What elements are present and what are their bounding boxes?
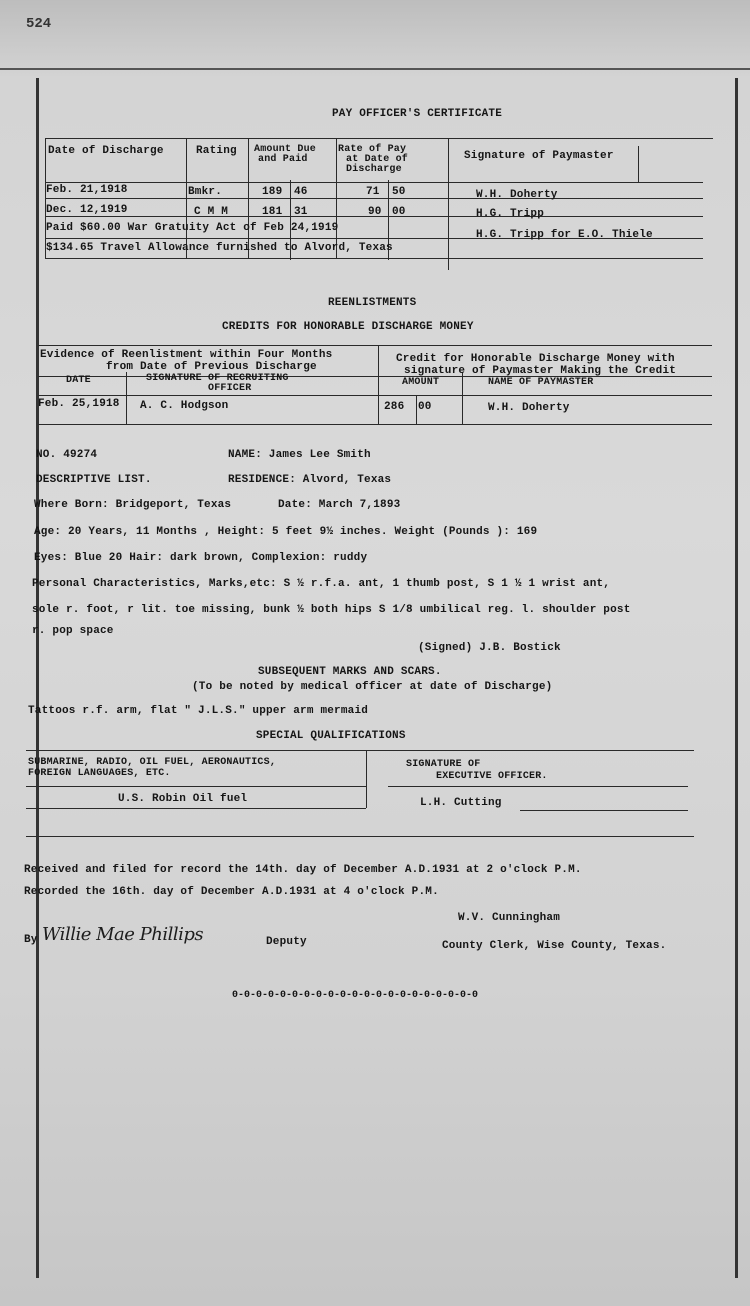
header-date-of-discharge: Date of Discharge	[48, 145, 164, 157]
col-paymaster-name: NAME OF PAYMASTER	[488, 377, 594, 388]
subsequent-marks-title: SUBSEQUENT MARKS AND SCARS.	[258, 666, 442, 678]
executive-officer: L.H. Cutting	[420, 797, 502, 809]
reenlist-right-header-2: signature of Paymaster Making the Credit	[404, 365, 677, 377]
special-right-header-2: EXECUTIVE OFFICER.	[436, 771, 548, 782]
col-recruiting-officer-1: SIGNATURE OF RECRUITING	[146, 373, 289, 384]
person-name: NAME: James Lee Smith	[228, 449, 371, 461]
header-rate-1: Rate of Pay	[338, 144, 407, 155]
recorded-line: Recorded the 16th. day of December A.D.1931 at 4 o'clock P.M.	[24, 886, 439, 898]
header-amount-2: and Paid	[258, 154, 308, 165]
special-right-header-1: SIGNATURE OF	[406, 759, 481, 770]
row1-dollars: 189	[262, 186, 283, 198]
reenlist-dollars: 286	[384, 401, 405, 413]
reenlistments-subtitle: CREDITS FOR HONORABLE DISCHARGE MONEY	[222, 321, 474, 333]
travel-allowance-note: $134.65 Travel Allowance furnished to Alvord, Texas	[46, 242, 393, 254]
col-amount: AMOUNT	[402, 377, 440, 388]
col-recruiting-officer-2: OFFICER	[208, 383, 252, 394]
received-line: Received and filed for record the 14th. day of December A.D.1931 at 2 o'clock P.M.	[24, 864, 582, 876]
war-gratuity-note: Paid $60.00 War Gratuity Act of Feb 24,1919	[46, 222, 339, 234]
row2-rate-cents: 00	[392, 206, 406, 218]
reenlist-cents: 00	[418, 401, 432, 413]
residence: RESIDENCE: Alvord, Texas	[228, 474, 392, 486]
reenlist-date: Feb. 25,1918	[38, 398, 120, 410]
row1-rating: Bmkr.	[188, 186, 223, 198]
marks-line-3: r. pop space	[32, 625, 114, 637]
deputy-signature: Willie Mae Phillips	[42, 924, 204, 945]
reenlistments-title: REENLISTMENTS	[328, 297, 417, 309]
special-qualification-value: U.S. Robin Oil fuel	[118, 793, 248, 805]
eyes-hair-complexion: Eyes: Blue 20 Hair: dark brown, Complexion: ruddy	[34, 552, 368, 564]
pay-officer-title: PAY OFFICER'S CERTIFICATE	[332, 108, 503, 120]
row1-date: Feb. 21,1918	[46, 184, 128, 196]
top-rule	[0, 68, 750, 70]
end-divider: 0-0-0-0-0-0-0-0-0-0-0-0-0-0-0-0-0-0-0-0-0	[232, 990, 479, 1001]
birth-date: Date: March 7,1893	[278, 499, 401, 511]
reenlist-left-header-1: Evidence of Reenlistment within Four Months	[40, 349, 333, 361]
birthplace: Where Born: Bridgeport, Texas	[34, 499, 232, 511]
row2-rating: C M M	[194, 206, 229, 218]
deputy-label: Deputy	[266, 936, 307, 948]
special-left-header-2: FOREIGN LANGUAGES, ETC.	[28, 768, 171, 779]
marks-line-1: Personal Characteristics, Marks,etc: S ½ r.f.a. ant, 1 thumb post, S 1 ½ 1 wrist ant,	[32, 578, 611, 590]
row2-signature: H.G. Tripp	[476, 208, 545, 220]
war-gratuity-signature: H.G. Tripp for E.O. Thiele	[476, 229, 653, 241]
header-amount-1: Amount Due	[254, 144, 317, 155]
county-clerk-title: County Clerk, Wise County, Texas.	[442, 940, 667, 952]
row2-dollars: 181	[262, 206, 283, 218]
descriptive-list-label: DESCRIPTIVE LIST.	[36, 474, 152, 486]
reenlist-officer: A. C. Hodgson	[140, 400, 229, 412]
reenlist-right-header-1: Credit for Honorable Discharge Money with	[396, 353, 675, 365]
marks-line-2: sole r. foot, r lit. toe missing, bunk ½ both hips S 1/8 umbilical reg. l. shoulder post	[32, 604, 631, 616]
row1-signature: W.H. Doherty	[476, 189, 558, 201]
reenlist-paymaster: W.H. Doherty	[488, 402, 570, 414]
county-clerk-name: W.V. Cunningham	[458, 912, 561, 924]
by-label: By	[24, 934, 38, 946]
special-left-header-1: SUBMARINE, RADIO, OIL FUEL, AERONAUTICS,	[28, 757, 277, 768]
service-number: NO. 49274	[36, 449, 98, 461]
col-date: DATE	[66, 375, 91, 386]
header-rate-3: Discharge	[346, 164, 402, 175]
header-rating: Rating	[196, 145, 237, 157]
signed-by: (Signed) J.B. Bostick	[418, 642, 561, 654]
header-rate-2: at Date of	[346, 154, 409, 165]
subsequent-marks-note: (To be noted by medical officer at date of Discharge)	[192, 681, 553, 693]
row2-date: Dec. 12,1919	[46, 204, 128, 216]
page-number: 524	[26, 16, 52, 32]
row1-rate-cents: 50	[392, 186, 406, 198]
age-height-weight: Age: 20 Years, 11 Months , Height: 5 feet 9½ inches. Weight (Pounds ): 169	[34, 526, 538, 538]
special-qualifications-title: SPECIAL QUALIFICATIONS	[256, 730, 406, 742]
row2-rate-dollars: 90	[368, 206, 382, 218]
tattoos: Tattoos r.f. arm, flat " J.L.S." upper arm mermaid	[28, 705, 369, 717]
reenlist-left-header-2: from Date of Previous Discharge	[106, 361, 317, 373]
row1-cents: 46	[294, 186, 308, 198]
row2-cents: 31	[294, 206, 308, 218]
row1-rate-dollars: 71	[366, 186, 380, 198]
header-paymaster-signature: Signature of Paymaster	[464, 150, 614, 162]
